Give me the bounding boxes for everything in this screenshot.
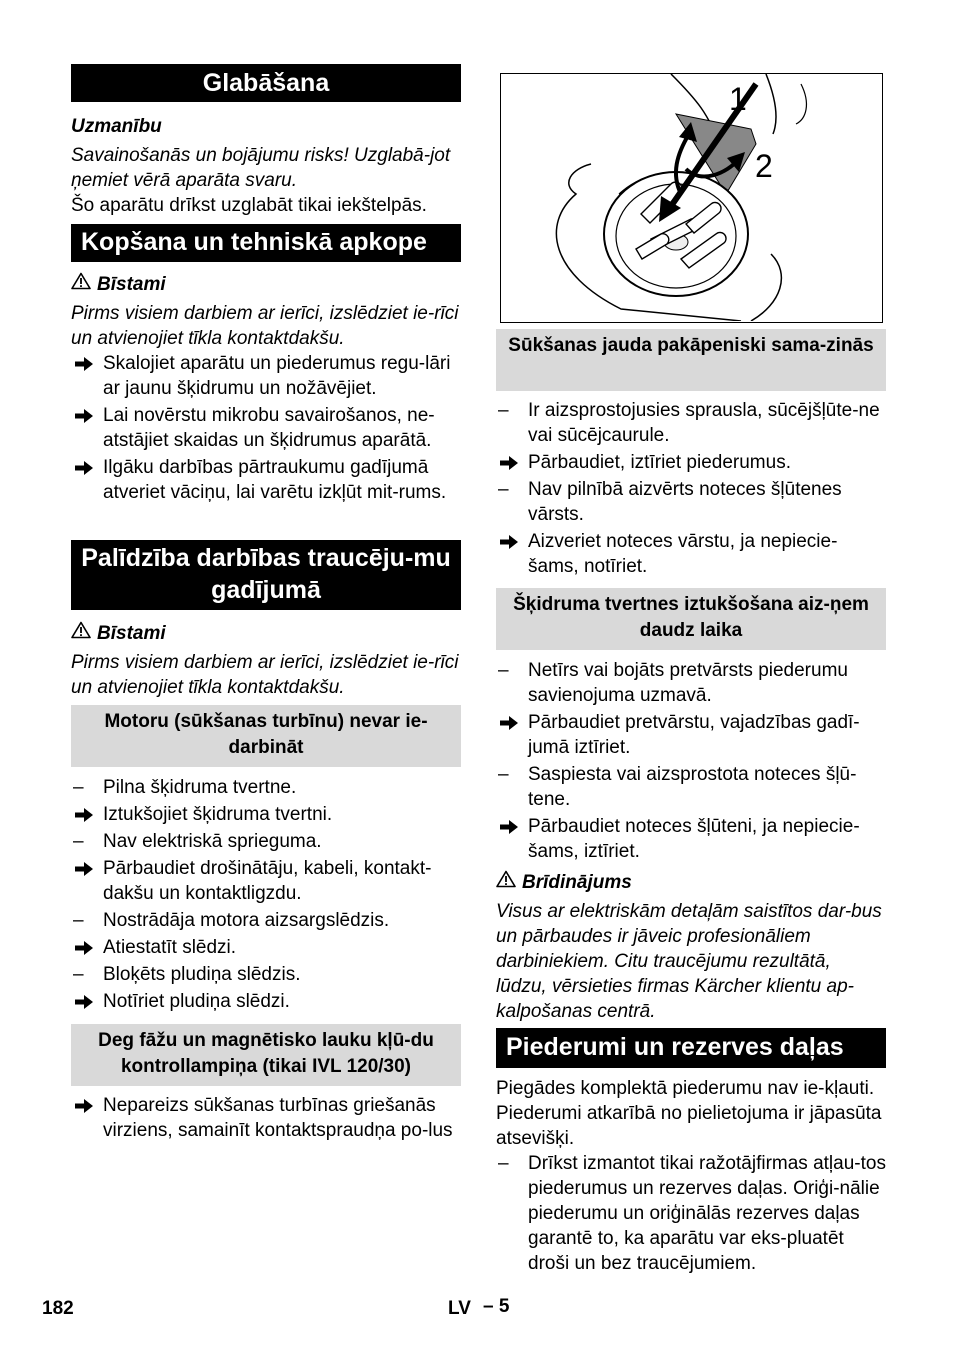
dash-marker: –: [498, 1153, 509, 1174]
danger-text: Pirms visiem darbiem ar ierīci, izslēdziet ie-rīci un atvienojiet tīkla kontaktdakšu.: [71, 303, 459, 349]
arrow-right-icon: [73, 408, 95, 424]
cause-item: [71, 775, 461, 800]
suction-list: [496, 398, 886, 581]
heading-motor: Motoru (sūkšanas turbīnu) nevar ie-darbināt: [71, 705, 461, 767]
dash-marker: –: [73, 777, 84, 798]
warning-triangle-icon: [71, 621, 91, 639]
emptying-list: [496, 658, 886, 866]
lamp-list: [71, 1093, 461, 1145]
danger-row: [71, 272, 461, 297]
list-item: Ilgāku darbības pārtraukumu gadījumā atveriet vāciņu, lai varētu izkļūt mit-rums.: [71, 455, 461, 505]
item-text: Nepareizs sūkšanas turbīnas griešanās virziens, samainīt kontaktspraudņa po-lus: [103, 1095, 453, 1141]
caution-text: Savainošanās un bojājumu risks! Uzglabā-jot ņemiet vērā aparāta svaru.: [71, 145, 451, 191]
cause-item: [496, 762, 886, 812]
motor-list: [71, 775, 461, 1016]
arrow-right-icon: [73, 807, 95, 823]
arrow-right-icon: [73, 1098, 95, 1114]
list-item: – Drīkst izmantot tikai ražotājfirmas atļau-tos piederumus un rezerves daļas. Oriģi-nālie piederumu un oriģinālās rezerves daļas garantē to, ka aparātu var eks-pluatēt droši un bez traucējumiem.: [498, 1153, 886, 1274]
item-text: Nav pilnībā aizvērts noteces šļūtenes vārsts.: [528, 479, 842, 525]
language-code: LV: [448, 1298, 471, 1319]
arrow-right-icon: [73, 460, 95, 476]
action-item: [496, 710, 886, 760]
cause-item: [496, 477, 886, 527]
dash-marker: –: [498, 479, 509, 500]
heading-maintenance: Kopšana un tehniskā apkope: [71, 224, 461, 262]
dash-marker: –: [73, 831, 84, 852]
heading-suction: Sūkšanas jauda pakāpeniski sama-zinās: [496, 329, 886, 391]
warning-text: Visus ar elektriskām detaļām saistītos dar-bus un pārbaudes ir jāveic profesionāliem darbiniekiem. Citu traucējumu rezultātā, lūdzu, vērsieties firmas Kärcher klientu ap-kalpošanas centrā.: [496, 901, 882, 1022]
page-number: 182: [42, 1298, 74, 1319]
warning-triangle-icon: [71, 272, 91, 290]
item-text: Pārbaudiet drošinātāju, kabeli, kontakt-dakšu un kontaktligzdu.: [103, 858, 432, 904]
label-2: 2: [755, 148, 773, 184]
arrow-right-icon: [73, 994, 95, 1010]
item-text: Pārbaudiet noteces šļūteni, ja nepiecie-šams, iztīriet.: [528, 816, 860, 862]
cause-item: [496, 658, 886, 708]
section-page: – 5: [483, 1296, 510, 1317]
plug-connector-image: [501, 74, 881, 321]
warning-triangle-icon: [496, 870, 516, 888]
dash-marker: –: [498, 400, 509, 421]
action-item: [71, 989, 461, 1014]
arrow-right-icon: [498, 455, 520, 471]
heading-troubleshooting: Palīdzība darbības traucēju-mu gadījumā: [71, 540, 461, 610]
arrow-right-icon: [498, 715, 520, 731]
action-item: [71, 935, 461, 960]
item-text: Notīriet pludiņa slēdzi.: [103, 991, 290, 1012]
heading-emptying: Šķidruma tvertnes iztukšošana aiz-ņem daudz laika: [496, 588, 886, 650]
item-text: Ir aizsprostojusies sprausla, sūcējšļūte-ne vai sūcējcaurule.: [528, 400, 880, 446]
list-item: Lai novērstu mikrobu savairošanos, ne-atstājiet skaidas un šķidrumus aparātā.: [71, 403, 461, 453]
cause-item: [71, 908, 461, 933]
item-text: Aizveriet noteces vārstu, ja nepiecie-šams, notīriet.: [528, 531, 838, 577]
list-item: Skalojiet aparātu un piederumus regu-lāri ar jaunu šķidrumu un nožāvējiet.: [71, 351, 461, 401]
label-1: 1: [729, 81, 747, 117]
action-item: [71, 802, 461, 827]
dash-marker: –: [73, 910, 84, 931]
danger-text: Pirms visiem darbiem ar ierīci, izslēdziet ie-rīci un atvienojiet tīkla kontaktdakšu.: [71, 652, 459, 698]
heading-accessories: Piederumi un rezerves daļas: [496, 1028, 886, 1068]
item-text: Iztukšojiet šķidruma tvertni.: [103, 804, 333, 825]
item-text: Nostrādāja motora aizsargslēdzis.: [103, 910, 390, 931]
heading-storage: Glabāšana: [71, 64, 461, 102]
action-item: [71, 1093, 461, 1143]
action-item: [71, 856, 461, 906]
maintenance-list: [71, 351, 461, 505]
connector-illustration: [500, 73, 883, 323]
danger-label: Bīstami: [97, 274, 166, 295]
storage-note: Šo aparātu drīkst uzglabāt tikai iekštelpās.: [71, 195, 427, 216]
item-text: Atiestatīt slēdzi.: [103, 937, 237, 958]
item-text: Pilna šķidruma tvertne.: [103, 777, 297, 798]
item-text: Pārbaudiet, iztīriet piederumus.: [528, 452, 791, 473]
arrow-right-icon: [498, 819, 520, 835]
cause-item: [496, 398, 886, 448]
cause-item: [71, 829, 461, 854]
item-text: Pārbaudiet pretvārstu, vajadzības gadī-jumā iztīriet.: [528, 712, 860, 758]
cause-item: [71, 962, 461, 987]
item-text: Nav elektriskā sprieguma.: [103, 831, 322, 852]
action-item: [496, 529, 886, 579]
warning-row: [496, 870, 886, 895]
accessories-text: Piegādes komplektā piederumu nav ie-kļauti. Piederumi atkarībā no pielietojuma ir jāpasūta atsevišķi.: [496, 1078, 882, 1149]
danger-row: [71, 621, 461, 646]
item-text: Netīrs vai bojāts pretvārsts piederumu savienojuma uzmavā.: [528, 660, 848, 706]
item-text: Saspiesta vai aizsprostota noteces šļū-tene.: [528, 764, 857, 810]
item-text: Bloķēts pludiņa slēdzis.: [103, 964, 301, 985]
warning-label: Brīdinājums: [522, 872, 632, 893]
caution-label: Uzmanību: [71, 116, 162, 137]
danger-label: Bīstami: [97, 623, 166, 644]
dash-marker: –: [498, 660, 509, 681]
heading-lamp: Deg fāžu un magnētisko lauku kļū-du kontrollampiņa (tikai IVL 120/30): [71, 1024, 461, 1086]
accessories-list: [496, 1151, 886, 1276]
action-item: [496, 450, 886, 475]
dash-marker: –: [73, 964, 84, 985]
arrow-right-icon: [73, 940, 95, 956]
arrow-right-icon: [498, 534, 520, 550]
dash-marker: –: [498, 764, 509, 785]
arrow-right-icon: [73, 356, 95, 372]
arrow-right-icon: [73, 861, 95, 877]
action-item: [496, 814, 886, 864]
